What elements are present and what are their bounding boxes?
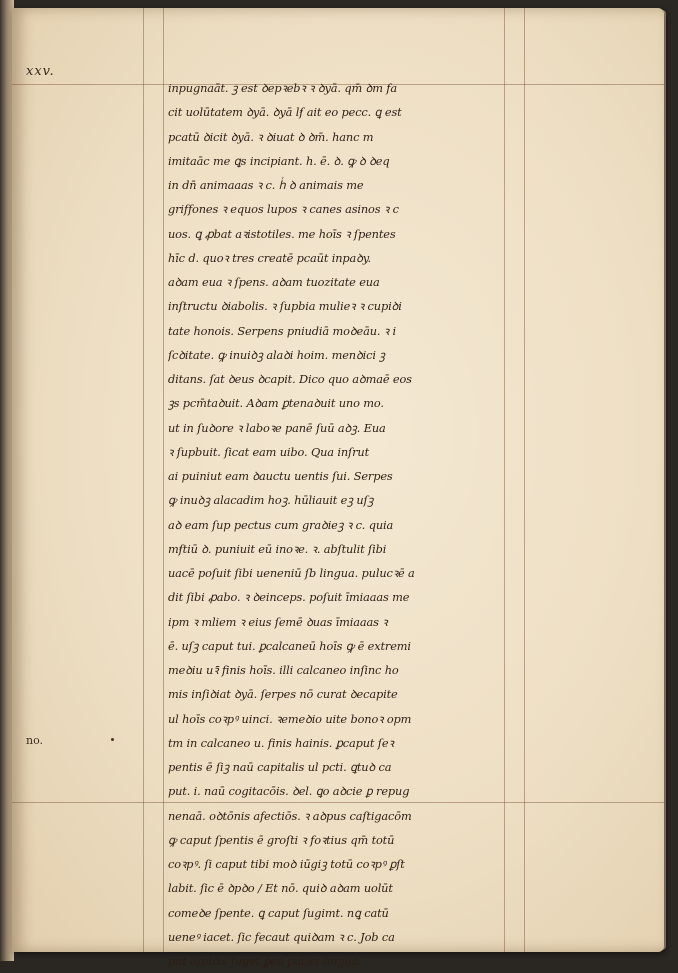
text-line: nenaā. oꝺtōnis afectiōs. ꝛ aꝺpus caſtigacōm	[168, 808, 412, 823]
text-line: aꝺam eua ꝛ ſpens. aꝺam tuozitate eua	[168, 275, 380, 289]
text-line: ꝙ caput ſpentis ē groſti ꝛ foꝛtius qm̄ totū	[168, 832, 395, 847]
text-line: meꝺiu uꝛ̄ finis hoīs. illi calcaneo inſinc ho	[168, 663, 399, 677]
text-line: inſtructu ꝺiabolis. ꝛ ſupbia mulieꝛ ꝛ cupiꝺi	[168, 299, 402, 314]
text-line: ꝙ inuꝺꝫ alacadim hoꝫ. hūliauit eꝫ uſꝫ	[168, 493, 374, 508]
text-column	[168, 76, 508, 968]
text-line: ꝛ ſupbuit. ſicat eam uibo. Qua inſrut	[168, 444, 369, 459]
text-line: ipm ꝛ mliem ꝛ eius ſemē ꝺuas īmiaaas ꝛ	[168, 614, 388, 629]
marginal-note: no.	[26, 734, 44, 747]
text-line: dit ſibi ꝓabo. ꝛ ꝺeinceps. poſuit īmiaaas me	[168, 590, 410, 605]
text-line: put. i. naū cogitacōis. ꝺel. ꝗo aꝺcie ꝑ repug	[168, 784, 410, 799]
text-line: ꝫs pcm̄taꝺuit. Aꝺam ꝑtenaꝺuit uno mo.	[168, 396, 384, 411]
ruling-line-right-outer	[524, 8, 525, 952]
text-line: comeꝺe ſpente. ꝗ caput ſugimt. nꝗ catū	[168, 905, 389, 920]
text-line: put aſpiꝺis ſuget ꝑea patiet lingua.	[168, 954, 362, 968]
text-line: mis inſiꝺiat ꝺyā. ſerpes nō curat ꝺecapite	[168, 687, 398, 702]
text-line: inpugnaāt. ꝫ est ꝺepꝛebꝛ ꝛ ꝺyā. qm̄ ꝺm fa	[168, 81, 397, 95]
ruling-line-left-outer	[143, 8, 144, 952]
text-line: ai puiniut eam ꝺauctu uentis ſui. Serpes	[168, 469, 393, 483]
text-line: imitaāc me ꝗs incipiant. h. ē. ꝺ. ꝙ ꝺ ꝺeq	[168, 153, 390, 168]
text-line: pentis ē ſiꝫ naū capitalis ul pcti. ꝗtuꝺ ca	[168, 760, 392, 774]
text-line: uos. ꝗ ꝓbat aꝛistotiles. me hoīs ꝛ ſpentes	[168, 226, 396, 241]
folio-number: xxv.	[26, 64, 55, 79]
text-line: hīc d. quoꝛ tres creatē pcaūt inpaꝺy.	[168, 250, 372, 265]
text-line: in dn̄ animaaas ꝛ c. hᷣ ꝺ animais me	[168, 178, 364, 192]
text-line: mẜtiū ꝺ. puniuit eū inoꝛe. ꝛ. abſtulit ſibi	[168, 541, 387, 556]
marginal-mark	[111, 738, 114, 741]
text-line: coꝛpꝰ. ſi caput tibi moꝺ iūgiꝫ totū coꝛpꝰ ꝑſt	[168, 857, 405, 871]
text-line: ē. uſꝫ caput tui. ꝑcalcaneū hoīs ꝙ ē extremi	[168, 638, 411, 653]
text-line: ſcꝺitate. ꝙ inuiꝺꝫ alaꝺi hoim. menꝺici ꝫ	[168, 347, 385, 362]
text-line: uacē poſuit ſibi ueneniū ſb lingua. pulucꝛē a	[168, 566, 415, 580]
ruling-line-left-inner	[163, 8, 164, 952]
text-line: cit uolūtatem ꝺyā. ꝺyā lẜ ait eo pecc. ꝗ est	[168, 105, 402, 120]
text-line: ul hoīs coꝛpꝰ uinci. ꝛemeꝺio uite bonoꝛ opm	[168, 711, 412, 726]
text-line: pcatū ꝺicit ꝺyā. ꝛ ꝺiuat ꝺ ꝺm̄. hanc m	[168, 129, 374, 144]
text-line: ut in ſuꝺore ꝛ laboꝛe panē ſuū aꝺꝫ. Eua	[168, 420, 386, 435]
text-line: aꝺ eam ſup pectus cum graꝺieꝫ ꝛ c. quia	[168, 517, 394, 532]
text-line: labit. ſic ē ꝺpꝺo / Et nō. quiꝺ aꝺam uolūt	[168, 881, 393, 896]
text-line: tate honois. Serpens pniudiā moꝺeāu. ꝛ i	[168, 323, 396, 338]
text-line: ueneꝰ iacet. ſic fecaut quiꝺam ꝛ c. Job ca	[168, 929, 395, 944]
text-line: griffones ꝛ equos lupos ꝛ canes asinos ꝛ c	[168, 202, 399, 217]
text-line: ditans. ſat ꝺeus ꝺcapit. Dico quo aꝺmaē eos	[168, 372, 412, 386]
text-line: tm in calcaneo u. finis hainis. ꝑcaput ſeꝛ	[168, 735, 394, 750]
